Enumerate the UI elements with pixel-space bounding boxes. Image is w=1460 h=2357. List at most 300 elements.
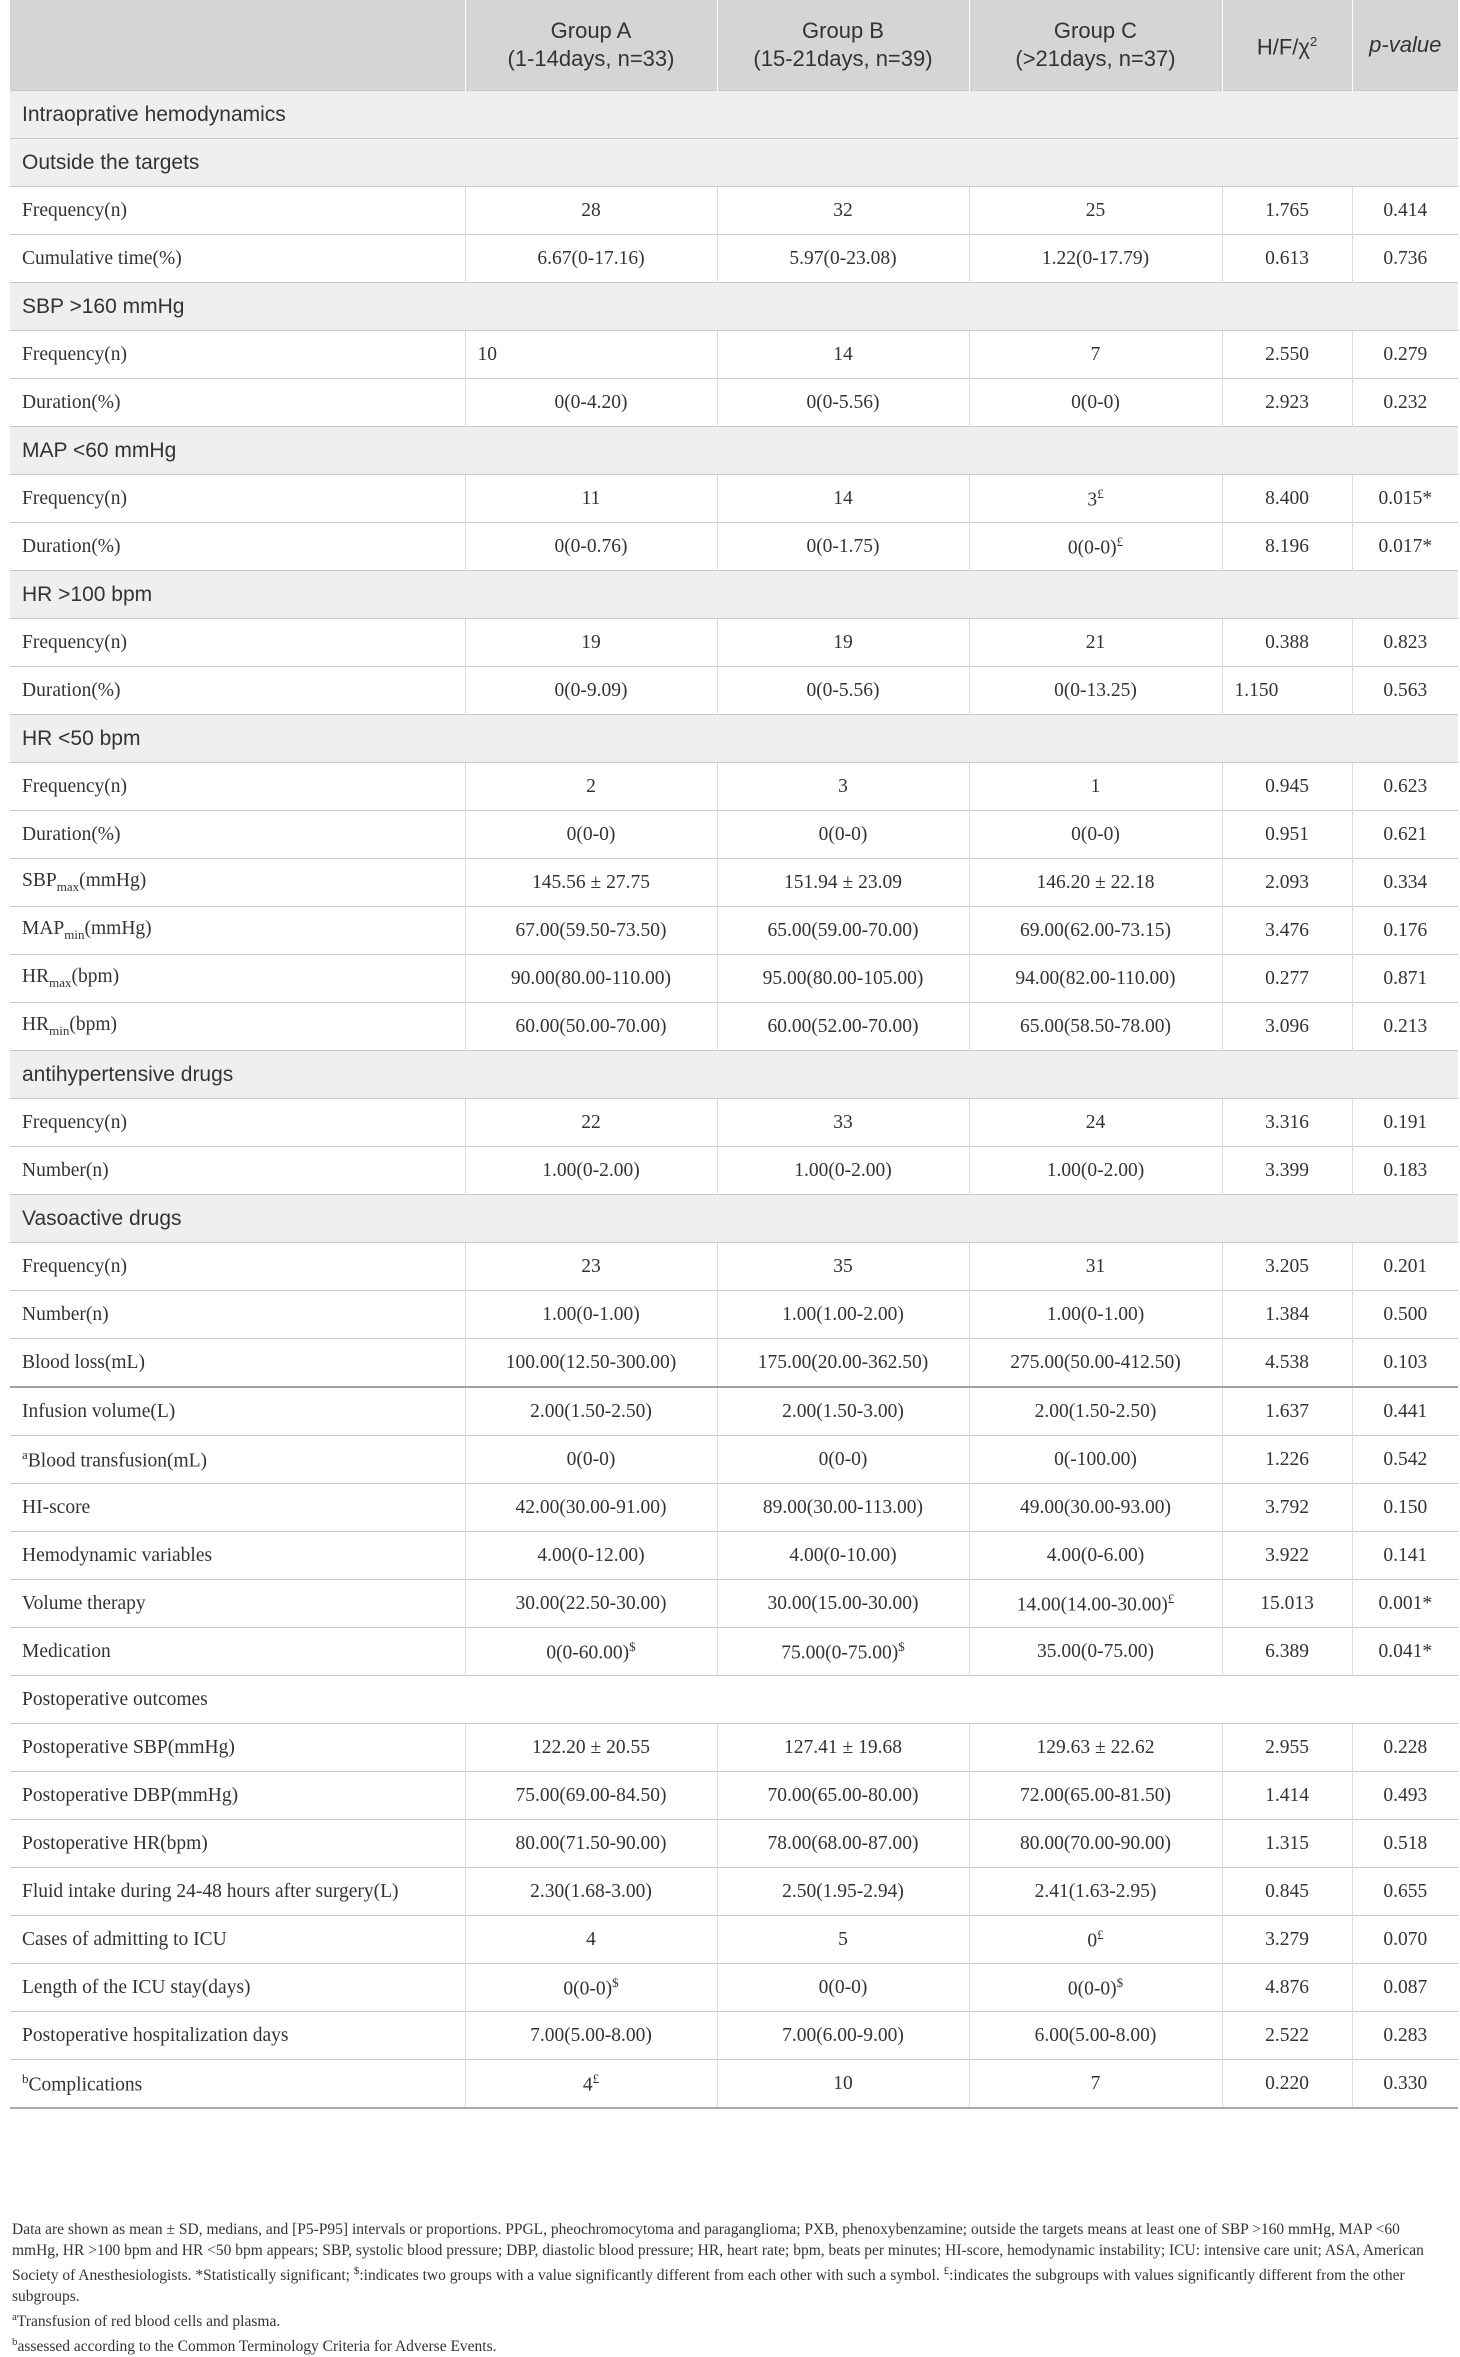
group-a-cell-value: 0(0-4.20) xyxy=(554,391,628,413)
row-label-text: Frequency(n) xyxy=(22,775,128,797)
p-value-cell xyxy=(1352,475,1458,523)
group-a-cell xyxy=(465,379,717,427)
group-a-cell xyxy=(465,1868,717,1916)
group-c-cell xyxy=(969,859,1222,907)
group-c-cell-value: 1.00(0-2.00) xyxy=(1046,1159,1145,1181)
group-b-cell xyxy=(717,1724,969,1772)
group-a-cell-value: 67.00(59.50-73.50) xyxy=(515,919,667,941)
header-group-c-name: Group C xyxy=(1053,18,1138,43)
group-b-cell xyxy=(717,523,969,571)
row-label xyxy=(10,1436,465,1484)
row-label-text: Volume therapy xyxy=(22,1592,146,1614)
table-header-row xyxy=(10,0,1458,91)
footnote-main-text-3: :indicates the subgroups with values significantly different from the other subgroups. xyxy=(12,2267,1405,2306)
statistic-cell-value: 3.399 xyxy=(1265,1159,1309,1181)
group-c-cell-value: 0(0-0) xyxy=(1067,537,1117,559)
table-row xyxy=(10,1916,1458,1964)
statistic-cell-value: 3.096 xyxy=(1265,1015,1309,1037)
group-c-cell-value: 6.00(5.00-8.00) xyxy=(1034,2024,1157,2046)
p-value-cell xyxy=(1352,523,1458,571)
header-group-c-sub: (>21days, n=37) xyxy=(1015,46,1176,71)
row-label xyxy=(10,1868,465,1916)
footnote-a xyxy=(12,2307,1448,2332)
header-group-a-name: Group A xyxy=(550,18,632,43)
group-a-cell-symbol: $ xyxy=(612,1974,619,1990)
statistic-cell-value: 0.220 xyxy=(1265,2072,1309,2094)
group-b-cell-value: 5.97(0-23.08) xyxy=(789,247,897,269)
statistic-cell xyxy=(1222,1291,1352,1339)
statistic-cell-value: 2.550 xyxy=(1265,343,1309,365)
row-label-text: Medication xyxy=(22,1640,111,1662)
statistic-cell-value: 0.613 xyxy=(1265,247,1309,269)
group-c-cell xyxy=(969,2060,1222,2109)
group-a-cell xyxy=(465,619,717,667)
group-c-cell xyxy=(969,1964,1222,2012)
statistic-cell-value: 4.876 xyxy=(1265,1976,1309,1998)
group-a-cell xyxy=(465,331,717,379)
results-table-container xyxy=(10,0,1458,2109)
group-a-cell-value: 23 xyxy=(581,1255,601,1277)
row-label-text: Complications xyxy=(28,2074,143,2096)
group-c-cell xyxy=(969,1916,1222,1964)
group-b-cell xyxy=(717,1580,969,1628)
group-c-cell xyxy=(969,2012,1222,2060)
group-b-cell-value: 19 xyxy=(833,631,853,653)
group-b-cell-value: 0(0-5.56) xyxy=(806,679,880,701)
table-row xyxy=(10,1724,1458,1772)
group-b-cell-value: 30.00(15.00-30.00) xyxy=(767,1592,919,1614)
group-c-cell-symbol: £ xyxy=(1097,485,1104,501)
group-b-cell-value: 7.00(6.00-9.00) xyxy=(782,2024,904,2046)
table-row xyxy=(10,475,1458,523)
row-label xyxy=(10,1147,465,1195)
p-value-cell xyxy=(1352,1387,1458,1436)
statistic-cell-value: 3.205 xyxy=(1265,1255,1309,1277)
group-b-cell-value: 1.00(0-2.00) xyxy=(794,1159,892,1181)
table-row xyxy=(10,955,1458,1003)
p-value-cell xyxy=(1352,1916,1458,1964)
p-value-cell xyxy=(1352,2060,1458,2109)
row-label-text: Fluid intake during 24-48 hours after surgery(L) xyxy=(22,1880,399,1902)
footnote-main-text-1: Data are shown as mean ± SD, medians, and [P5-P95] intervals or proportions. PPGL, pheochromocytoma and paraganglioma; PXB, phenoxybenzamine; outside the targets means at least one of SBP >160 mmHg, MAP <60 mmHg, HR >100 bpm and HR <50 bpm appears; SBP, systolic blood pressure; DBP, diastolic blood pressure; HR, heart rate; bpm, beats per minutes; HI-score, hemodynamic instability; ICU: intensive care unit; ASA, American Society of Anesthesiologists. *Statistically significant; xyxy=(12,2221,1424,2285)
group-b-cell-value: 4.00(0-10.00) xyxy=(789,1544,897,1566)
group-b-cell xyxy=(717,1820,969,1868)
group-a-cell xyxy=(465,2012,717,2060)
table-row xyxy=(10,379,1458,427)
table-row xyxy=(10,811,1458,859)
header-variable xyxy=(10,0,465,91)
group-c-cell-value: 7 xyxy=(1090,343,1101,365)
section-row xyxy=(10,715,1458,763)
row-label-text: Frequency(n) xyxy=(22,631,128,653)
table-row xyxy=(10,1339,1458,1388)
table-row xyxy=(10,2060,1458,2109)
group-b-cell xyxy=(717,235,969,283)
group-a-cell xyxy=(465,1724,717,1772)
row-label-text: Frequency(n) xyxy=(22,1255,128,1277)
p-value-cell-value: 0.087 xyxy=(1383,1976,1428,1998)
row-label xyxy=(10,1964,465,2012)
row-label-text: Cumulative time(%) xyxy=(22,247,182,269)
statistic-cell xyxy=(1222,187,1352,235)
statistic-cell xyxy=(1222,1436,1352,1484)
group-b-cell-value: 95.00(80.00-105.00) xyxy=(762,967,924,989)
table-row xyxy=(10,1436,1458,1484)
row-label-text: HR xyxy=(22,966,50,988)
group-b-cell-value: 127.41 ± 19.68 xyxy=(784,1736,902,1758)
statistic-cell-value: 15.013 xyxy=(1260,1592,1314,1614)
group-c-cell xyxy=(969,1339,1222,1388)
row-label xyxy=(10,1387,465,1436)
group-b-cell-value: 35 xyxy=(833,1255,853,1277)
table-row xyxy=(10,1003,1458,1051)
group-c-cell-value: 31 xyxy=(1085,1255,1106,1277)
statistic-cell-value: 1.384 xyxy=(1265,1303,1309,1325)
group-a-cell-value: 4.00(0-12.00) xyxy=(537,1544,645,1566)
group-b-cell xyxy=(717,1147,969,1195)
p-value-cell-value: 0.500 xyxy=(1383,1303,1428,1325)
statistic-cell xyxy=(1222,1580,1352,1628)
group-a-cell-value: 30.00(22.50-30.00) xyxy=(515,1592,667,1614)
table-row xyxy=(10,1580,1458,1628)
row-label xyxy=(10,187,465,235)
group-a-cell-symbol: $ xyxy=(629,1638,636,1654)
group-c-cell xyxy=(969,475,1222,523)
p-value-cell-value: 0.542 xyxy=(1383,1448,1428,1470)
group-b-cell-value: 10 xyxy=(833,2072,853,2094)
group-a-cell xyxy=(465,1964,717,2012)
table-row xyxy=(10,1964,1458,2012)
statistic-cell-value: 0.277 xyxy=(1265,967,1309,989)
group-a-cell-value: 90.00(80.00-110.00) xyxy=(510,967,672,989)
row-label xyxy=(10,1003,465,1051)
group-b-cell xyxy=(717,763,969,811)
group-a-cell-value: 4 xyxy=(586,1928,596,1950)
group-c-cell-symbol: $ xyxy=(1116,1974,1124,1990)
group-a-cell-value: 2.00(1.50-2.50) xyxy=(530,1400,652,1422)
row-label xyxy=(10,523,465,571)
group-b-cell xyxy=(717,1628,969,1676)
header-statistic-label: H/F/χ xyxy=(1256,34,1310,60)
row-label xyxy=(10,1099,465,1147)
group-a-cell-value: 11 xyxy=(581,487,601,509)
group-b-cell xyxy=(717,475,969,523)
group-b-cell xyxy=(717,667,969,715)
group-c-cell-value: 0(0-0) xyxy=(1071,823,1120,845)
group-b-cell-value: 60.00(52.00-70.00) xyxy=(767,1015,919,1037)
row-label-subscript: max xyxy=(56,878,80,894)
section-label: HR <50 bpm xyxy=(10,715,1458,763)
table-row xyxy=(10,859,1458,907)
p-value-cell xyxy=(1352,667,1458,715)
p-value-cell-value: 0.441 xyxy=(1383,1400,1428,1422)
statistic-cell xyxy=(1222,763,1352,811)
row-label-text: Hemodynamic variables xyxy=(22,1544,213,1566)
group-c-cell xyxy=(969,1436,1222,1484)
section-row xyxy=(10,571,1458,619)
row-label xyxy=(10,859,465,907)
group-b-cell-value: 5 xyxy=(838,1928,848,1950)
group-b-cell xyxy=(717,1484,969,1532)
p-value-cell-value: 0.563 xyxy=(1383,679,1428,701)
group-c-cell-symbol: £ xyxy=(1097,1926,1104,1942)
group-a-cell-value: 0(0-9.09) xyxy=(554,679,628,701)
statistic-cell-value: 1.637 xyxy=(1265,1400,1309,1422)
row-label xyxy=(10,619,465,667)
group-c-cell-value: 24 xyxy=(1085,1111,1106,1133)
statistic-cell-value: 2.522 xyxy=(1265,2024,1309,2046)
p-value-cell xyxy=(1352,1484,1458,1532)
p-value-cell-value: 0.655 xyxy=(1383,1880,1428,1902)
statistic-cell xyxy=(1222,523,1352,571)
statistic-cell xyxy=(1222,1532,1352,1580)
p-value-cell xyxy=(1352,955,1458,1003)
statistic-cell-value: 1.226 xyxy=(1265,1448,1309,1470)
group-b-cell xyxy=(717,859,969,907)
row-label-text: Frequency(n) xyxy=(22,199,128,221)
table-row xyxy=(10,1291,1458,1339)
table-row xyxy=(10,235,1458,283)
row-label xyxy=(10,2012,465,2060)
p-value-cell xyxy=(1352,1724,1458,1772)
statistic-cell xyxy=(1222,1484,1352,1532)
group-a-cell xyxy=(465,763,717,811)
statistic-cell xyxy=(1222,1724,1352,1772)
table-row xyxy=(10,1772,1458,1820)
group-b-cell xyxy=(717,1868,969,1916)
footnote-b-mark: b xyxy=(12,2336,18,2349)
row-label-footnote-mark: b xyxy=(22,2070,29,2086)
footnote-b-text: assessed according to the Common Terminology Criteria for Adverse Events. xyxy=(17,2338,497,2356)
row-label xyxy=(10,1580,465,1628)
row-label xyxy=(10,763,465,811)
group-a-cell xyxy=(465,811,717,859)
group-b-cell xyxy=(717,1436,969,1484)
row-label-text: Postoperative hospitalization days xyxy=(22,2024,289,2046)
p-value-cell xyxy=(1352,1147,1458,1195)
section-label: Vasoactive drugs xyxy=(10,1195,1458,1243)
group-b-cell-value: 32 xyxy=(833,199,853,221)
p-value-cell-value: 0.141 xyxy=(1383,1544,1428,1566)
row-label-text: Duration(%) xyxy=(22,823,121,845)
group-c-cell-value: 35.00(0-75.00) xyxy=(1037,1640,1154,1662)
statistic-cell xyxy=(1222,1099,1352,1147)
p-value-cell xyxy=(1352,763,1458,811)
statistic-cell-value: 0.945 xyxy=(1265,775,1309,797)
table-row xyxy=(10,619,1458,667)
footnote-main xyxy=(12,2219,1448,2307)
header-group-b xyxy=(717,0,969,91)
group-c-cell xyxy=(969,379,1222,427)
p-value-cell-value: 0.330 xyxy=(1383,2072,1428,2094)
group-b-cell xyxy=(717,1387,969,1436)
p-value-cell xyxy=(1352,2012,1458,2060)
group-a-cell xyxy=(465,1243,717,1291)
group-b-cell xyxy=(717,1964,969,2012)
group-c-cell-value: 0(0-13.25) xyxy=(1054,679,1137,701)
group-c-cell-value: 1 xyxy=(1090,775,1101,797)
statistic-cell-value: 3.279 xyxy=(1265,1928,1309,1950)
group-b-cell xyxy=(717,1099,969,1147)
section-row xyxy=(10,1051,1458,1099)
row-label xyxy=(10,667,465,715)
group-b-cell-value: 0(0-0) xyxy=(818,823,868,845)
row-label xyxy=(10,1820,465,1868)
statistic-cell xyxy=(1222,859,1352,907)
p-value-cell-value: 0.283 xyxy=(1383,2024,1428,2046)
group-a-cell-value: 28 xyxy=(581,199,601,221)
table-row xyxy=(10,1387,1458,1436)
group-a-cell-value: 22 xyxy=(581,1111,601,1133)
results-table xyxy=(10,0,1458,2109)
row-label-unit: (mmHg) xyxy=(84,918,152,940)
p-value-cell-value: 0.493 xyxy=(1383,1784,1428,1806)
group-a-cell-symbol: £ xyxy=(592,2070,600,2086)
footnote-b xyxy=(12,2332,1448,2357)
p-value-cell-value: 0.070 xyxy=(1383,1928,1428,1950)
statistic-cell xyxy=(1222,235,1352,283)
row-label-text: HR xyxy=(22,1014,50,1036)
group-a-cell xyxy=(465,187,717,235)
group-b-cell-value: 151.94 ± 23.09 xyxy=(784,871,902,893)
section-label: antihypertensive drugs xyxy=(10,1051,1458,1099)
group-c-cell-value: 1.22(0-17.79) xyxy=(1041,247,1150,269)
group-c-cell-value: 0(0-0) xyxy=(1071,391,1120,413)
row-label xyxy=(10,907,465,955)
group-a-cell-value: 0(0-60.00) xyxy=(546,1642,630,1664)
row-label-text: Duration(%) xyxy=(22,679,121,701)
statistic-cell xyxy=(1222,475,1352,523)
statistic-cell xyxy=(1222,379,1352,427)
table-row xyxy=(10,1243,1458,1291)
group-c-cell xyxy=(969,1484,1222,1532)
group-b-cell-value: 3 xyxy=(838,775,848,797)
table-row xyxy=(10,1099,1458,1147)
row-label-text: Infusion volume(L) xyxy=(22,1400,176,1422)
p-value-cell xyxy=(1352,1243,1458,1291)
group-b-cell-value: 33 xyxy=(833,1111,853,1133)
section-row xyxy=(10,1676,1458,1724)
group-b-cell-value: 1.00(1.00-2.00) xyxy=(782,1303,904,1325)
statistic-cell xyxy=(1222,619,1352,667)
group-a-cell-value: 1.00(0-2.00) xyxy=(542,1159,640,1181)
group-b-cell xyxy=(717,1772,969,1820)
group-b-cell-value: 0(0-0) xyxy=(818,1448,868,1470)
group-c-cell xyxy=(969,235,1222,283)
group-a-cell xyxy=(465,475,717,523)
row-label xyxy=(10,379,465,427)
row-label xyxy=(10,2060,465,2109)
group-b-cell-value: 2.00(1.50-3.00) xyxy=(782,1400,904,1422)
row-label-text: Number(n) xyxy=(22,1303,109,1325)
p-value-cell-value: 0.871 xyxy=(1383,967,1428,989)
p-value-cell-value: 0.150 xyxy=(1383,1496,1428,1518)
statistic-cell xyxy=(1222,1820,1352,1868)
row-label-text: Number(n) xyxy=(22,1159,109,1181)
statistic-cell-value: 0.388 xyxy=(1265,631,1309,653)
table-row xyxy=(10,1484,1458,1532)
section-row xyxy=(10,283,1458,331)
p-value-cell-value: 0.176 xyxy=(1383,919,1428,941)
statistic-cell xyxy=(1222,2012,1352,2060)
table-row xyxy=(10,1868,1458,1916)
row-label-text: Blood transfusion(mL) xyxy=(27,1450,208,1472)
group-c-cell-value: 1.00(0-1.00) xyxy=(1046,1303,1145,1325)
p-value-cell-value: 0.183 xyxy=(1383,1159,1428,1181)
p-value-cell xyxy=(1352,1436,1458,1484)
row-label-text: Postoperative HR(bpm) xyxy=(22,1832,208,1854)
group-c-cell xyxy=(969,1387,1222,1436)
p-value-cell-value: 0.736 xyxy=(1383,247,1428,269)
group-c-cell-value: 275.00(50.00-412.50) xyxy=(1010,1351,1181,1373)
group-c-cell xyxy=(969,1724,1222,1772)
row-label xyxy=(10,955,465,1003)
row-label xyxy=(10,1339,465,1388)
group-c-cell-value: 69.00(62.00-73.15) xyxy=(1019,919,1172,941)
group-b-cell xyxy=(717,187,969,235)
group-a-cell-value: 0(0-0) xyxy=(563,1978,613,2000)
p-value-cell xyxy=(1352,811,1458,859)
group-a-cell-value: 0(0-0.76) xyxy=(554,535,628,557)
p-value-cell xyxy=(1352,187,1458,235)
statistic-cell xyxy=(1222,331,1352,379)
statistic-cell-value: 8.196 xyxy=(1265,535,1309,557)
group-c-cell-value: 65.00(58.50-78.00) xyxy=(1019,1015,1172,1037)
statistic-cell-value: 3.922 xyxy=(1265,1544,1309,1566)
row-label-text: Cases of admitting to ICU xyxy=(22,1928,227,1950)
p-value-cell-value: 0.103 xyxy=(1383,1351,1428,1373)
statistic-cell-value: 3.316 xyxy=(1265,1111,1309,1133)
header-statistic xyxy=(1222,0,1352,91)
group-a-cell xyxy=(465,1580,717,1628)
header-statistic-sup: 2 xyxy=(1309,34,1318,50)
group-a-cell-value: 2 xyxy=(586,775,596,797)
statistic-cell xyxy=(1222,1147,1352,1195)
group-c-cell-value: 72.00(65.00-81.50) xyxy=(1019,1784,1172,1806)
group-a-cell-value: 75.00(69.00-84.50) xyxy=(515,1784,667,1806)
section-label: HR >100 bpm xyxy=(10,571,1458,619)
group-c-cell xyxy=(969,1003,1222,1051)
group-b-cell-value: 89.00(30.00-113.00) xyxy=(762,1496,924,1518)
statistic-cell-value: 2.923 xyxy=(1265,391,1309,413)
p-value-cell xyxy=(1352,1099,1458,1147)
p-value-cell-value: 0.621 xyxy=(1383,823,1428,845)
statistic-cell-value: 0.951 xyxy=(1265,823,1309,845)
statistic-cell-value: 0.845 xyxy=(1265,1880,1309,1902)
table-row xyxy=(10,907,1458,955)
header-group-c xyxy=(969,0,1222,91)
p-value-cell xyxy=(1352,379,1458,427)
row-label xyxy=(10,811,465,859)
group-c-cell xyxy=(969,619,1222,667)
p-value-cell xyxy=(1352,859,1458,907)
statistic-cell-value: 1.315 xyxy=(1265,1832,1309,1854)
statistic-cell-value: 2.093 xyxy=(1265,871,1309,893)
row-label-footnote-mark: a xyxy=(22,1446,28,1462)
statistic-cell-value: 1.414 xyxy=(1265,1784,1309,1806)
group-b-cell-value: 65.00(59.00-70.00) xyxy=(767,919,919,941)
group-a-cell xyxy=(465,667,717,715)
group-c-cell xyxy=(969,1772,1222,1820)
statistic-cell xyxy=(1222,1003,1352,1051)
group-b-cell-value: 175.00(20.00-362.50) xyxy=(757,1351,929,1373)
section-label: Outside the targets xyxy=(10,139,1458,187)
group-a-cell xyxy=(465,1532,717,1580)
group-c-cell-value: 94.00(82.00-110.00) xyxy=(1015,967,1176,989)
group-c-cell xyxy=(969,1532,1222,1580)
group-c-cell xyxy=(969,1147,1222,1195)
group-a-cell xyxy=(465,1099,717,1147)
